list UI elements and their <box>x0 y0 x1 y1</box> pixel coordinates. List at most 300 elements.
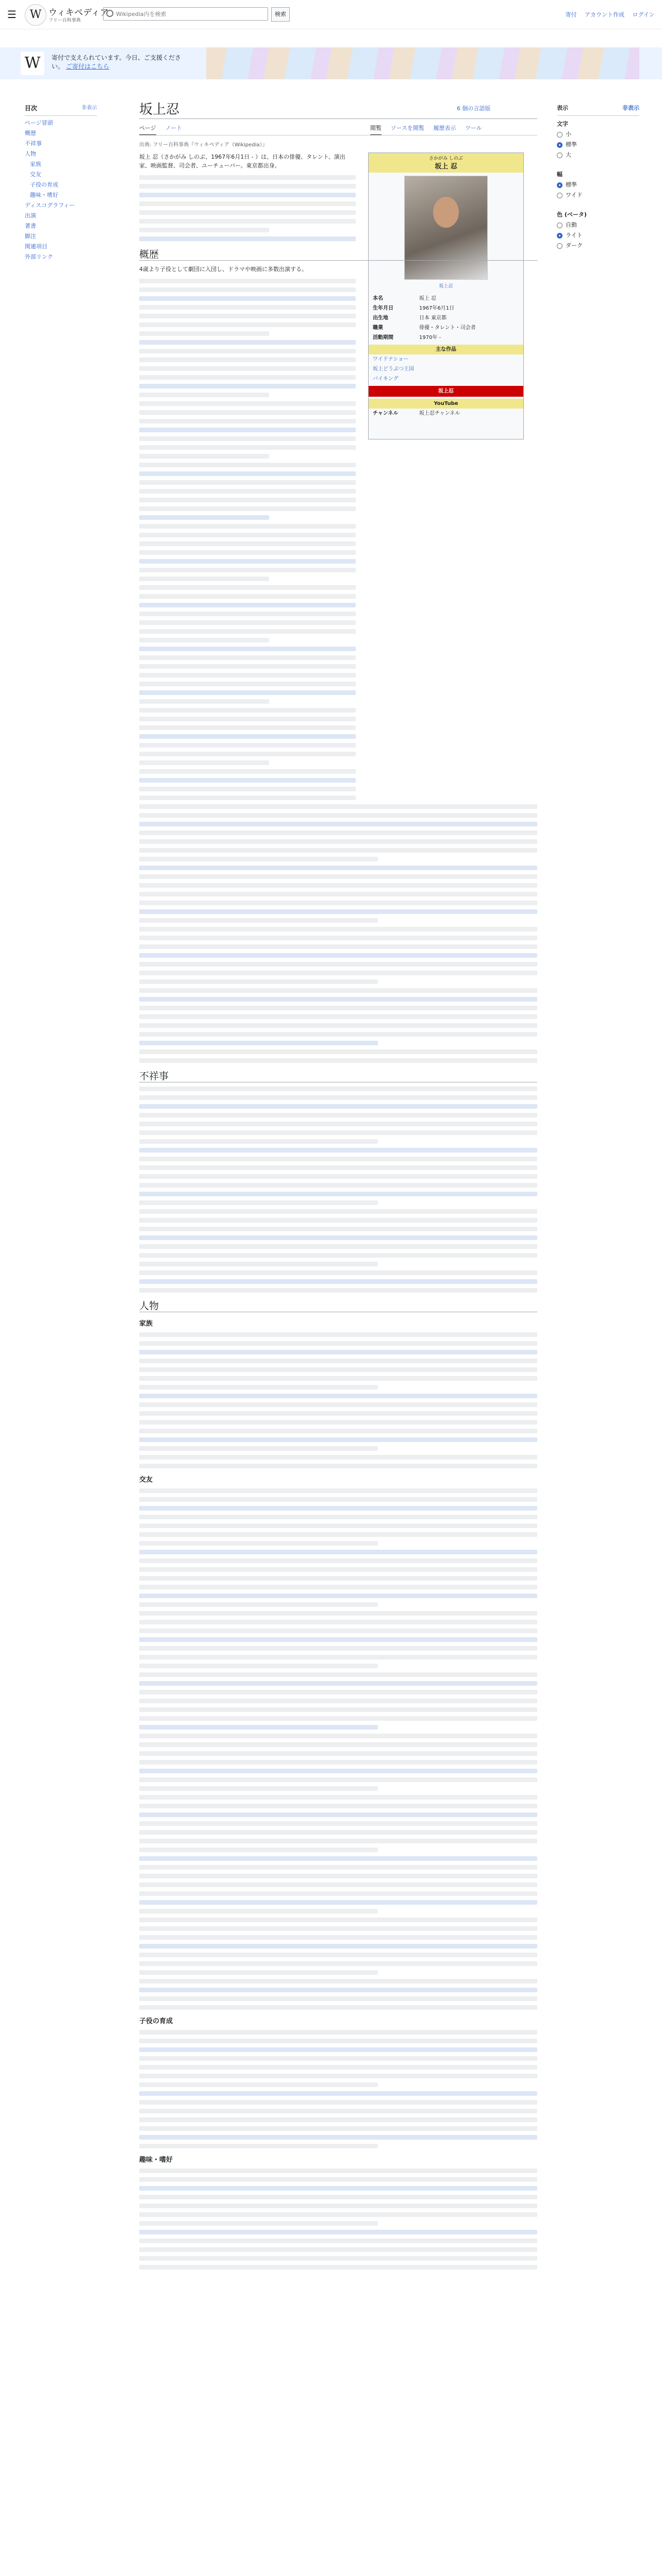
text-line <box>139 1585 537 1589</box>
toc-item[interactable]: 人物 <box>25 150 36 157</box>
text-line <box>139 857 378 861</box>
text-line <box>139 2177 537 2182</box>
text-line <box>139 1192 537 1196</box>
language-button[interactable]: 6 個の言語版 <box>457 105 491 112</box>
text-line <box>139 489 356 494</box>
text-line <box>139 2230 537 2234</box>
text-line <box>139 340 356 345</box>
text-line <box>139 384 356 388</box>
logo-subtitle: フリー百科事典 <box>48 18 81 23</box>
radio-icon <box>557 193 562 198</box>
text-line <box>139 1087 537 1091</box>
tab-page[interactable]: ページ <box>139 125 156 135</box>
text-line <box>139 1725 378 1730</box>
from-line: 出典: フリー百科事典『ウィキペディア（Wikipedia）』 <box>139 142 268 148</box>
text-line <box>139 1288 537 1293</box>
text-size-label: 文字 <box>557 121 568 127</box>
infobox-name: 坂上 忍 <box>435 163 457 171</box>
text-line <box>139 743 356 748</box>
text-line <box>139 228 269 232</box>
toc-item[interactable]: 外部リンク <box>25 253 53 260</box>
text-line <box>139 682 356 686</box>
text-line <box>139 323 356 327</box>
text-line <box>139 901 537 905</box>
page-title: 坂上忍 <box>139 102 180 117</box>
text-line <box>139 2117 537 2122</box>
text-line <box>139 1437 537 1442</box>
text-line <box>139 1769 537 1773</box>
text-line <box>139 1174 537 1179</box>
toc-item[interactable]: 脚注 <box>25 233 36 240</box>
text-line <box>139 612 356 616</box>
text-line <box>139 358 356 362</box>
text-line <box>139 1681 537 1686</box>
text-line <box>139 620 356 625</box>
text-line <box>139 804 537 809</box>
text-line <box>139 1200 378 1205</box>
table-of-contents <box>25 103 97 262</box>
text-line <box>139 1402 537 1407</box>
text-line <box>139 997 537 1002</box>
text-line <box>139 1690 537 1694</box>
infobox-ruby: さかがみ しのぶ <box>429 156 463 161</box>
text-line <box>139 1367 537 1372</box>
text-line <box>139 1611 537 1616</box>
text-line <box>139 2135 537 2140</box>
infobox-row <box>369 323 523 333</box>
text-line <box>139 918 378 923</box>
text-line <box>139 1464 537 1468</box>
subheading-friends: 交友 <box>139 1476 153 1484</box>
text-line <box>139 1227 537 1231</box>
text-size-option[interactable] <box>557 140 639 150</box>
logo-title[interactable]: ウィキペディア <box>48 8 109 18</box>
tab-tools[interactable]: ツール <box>465 125 482 131</box>
create-account-link[interactable]: アカウント作成 <box>585 11 625 18</box>
history-paragraph: 4歳より子役として劇団に入団し、ドラマや映画に多数出演する。 <box>139 266 307 273</box>
banner-text <box>52 54 186 71</box>
text-line <box>139 927 537 931</box>
appearance-panel <box>557 103 639 260</box>
infobox-key: 出生地 <box>373 315 388 321</box>
text-line <box>139 410 356 415</box>
banner-message: 寄付で支えられています。今日、ご支援ください。 <box>52 54 181 70</box>
text-line <box>139 2100 537 2105</box>
text-line <box>139 1672 537 1677</box>
infobox-row <box>369 333 523 343</box>
text-size-option[interactable] <box>557 150 639 160</box>
text-line <box>139 1777 537 1782</box>
text-line <box>139 175 356 180</box>
text-line <box>139 454 269 459</box>
text-size-option-label: 小 <box>566 131 571 138</box>
infobox-value: 1970年 - <box>419 335 441 341</box>
tab-talk[interactable]: ノート <box>165 125 182 131</box>
text-line <box>139 1883 537 1887</box>
text-line <box>139 638 269 642</box>
text-line <box>139 1515 537 1519</box>
infobox-value: 日本 東京都 <box>419 315 447 321</box>
width-label: 幅 <box>557 171 562 178</box>
toc-item[interactable]: 子役の育成 <box>30 181 58 188</box>
infobox-row <box>369 313 523 323</box>
toc-item[interactable]: 不祥事 <box>25 140 42 147</box>
text-line <box>139 296 356 301</box>
text-line <box>139 1655 537 1659</box>
text-line <box>139 647 356 651</box>
text-line <box>139 1751 537 1756</box>
infobox-youtube-label: YouTube <box>369 399 523 409</box>
toc-item[interactable]: 家族 <box>30 161 41 167</box>
text-line <box>139 1253 537 1258</box>
text-line <box>139 664 356 669</box>
text-line <box>139 1944 537 1948</box>
text-line <box>139 305 356 310</box>
text-line <box>139 1376 537 1381</box>
color-option-label: 自動 <box>566 222 577 228</box>
text-line <box>139 708 356 713</box>
banner-illustration <box>206 47 639 79</box>
text-line <box>139 1429 537 1433</box>
text-line <box>139 752 356 756</box>
infobox-header <box>369 153 523 173</box>
tab-read[interactable]: 閲覧 <box>370 125 382 135</box>
infobox-work-link[interactable]: バイキング <box>373 376 399 382</box>
text-line <box>139 568 356 572</box>
toc-item[interactable]: 交友 <box>30 171 41 178</box>
toc-item[interactable]: ページ冒頭 <box>25 120 53 126</box>
toc-item[interactable]: 概歴 <box>25 130 36 137</box>
text-line <box>139 1970 378 1975</box>
text-line <box>139 236 356 241</box>
text-line <box>139 2065 537 2070</box>
text-line <box>139 1594 537 1598</box>
text-line <box>139 1157 537 1161</box>
appearance-title-text: 表示 <box>557 105 568 111</box>
text-line <box>139 971 537 975</box>
text-line <box>139 2039 537 2043</box>
text-line <box>139 480 356 485</box>
text-line <box>139 629 356 634</box>
text-line <box>139 1148 537 1153</box>
text-line <box>139 1032 537 1037</box>
text-line <box>139 1446 378 1451</box>
text-line <box>139 533 356 537</box>
infobox-row <box>369 303 523 313</box>
text-line <box>139 2221 378 2226</box>
text-line <box>139 944 537 949</box>
text-line <box>139 866 537 870</box>
search-input[interactable]: Wikipedia内を検索 <box>103 7 268 21</box>
text-line <box>139 2144 378 2148</box>
text-line <box>139 1455 537 1460</box>
text-line <box>139 2030 537 2035</box>
text-size-option[interactable] <box>557 129 639 140</box>
text-line <box>139 1953 537 1957</box>
text-line <box>139 1637 537 1642</box>
text-line <box>139 1420 537 1425</box>
text-line <box>139 813 537 818</box>
text-line <box>139 349 356 353</box>
text-line <box>139 1165 537 1170</box>
text-line <box>139 1350 537 1354</box>
text-line <box>139 1122 537 1126</box>
text-line <box>139 1830 537 1835</box>
text-line <box>139 1411 537 1416</box>
text-line <box>139 193 356 197</box>
text-line <box>139 541 356 546</box>
search-button[interactable]: 検索 <box>271 7 290 22</box>
text-line <box>139 1523 537 1528</box>
text-line <box>139 690 356 695</box>
tab-history[interactable]: 履歴表示 <box>433 125 456 131</box>
text-line <box>139 2074 537 2078</box>
text-line <box>139 1707 537 1712</box>
text-line <box>139 1218 537 1223</box>
text-line <box>139 1988 537 1992</box>
text-line <box>139 210 356 215</box>
toc-item[interactable]: ディスコグラフィー <box>25 202 75 209</box>
text-line <box>139 559 356 564</box>
radio-icon <box>557 132 562 138</box>
text-line <box>139 2186 537 2191</box>
color-option[interactable] <box>557 230 639 241</box>
text-line <box>139 1332 537 1337</box>
infobox-value: 俳優・タレント・司会者 <box>419 325 476 331</box>
radio-icon <box>557 223 562 228</box>
text-size-option-label: 標準 <box>566 141 577 148</box>
article-content <box>139 152 356 2274</box>
text-line <box>139 1935 537 1940</box>
text-line <box>139 287 356 292</box>
banner-donate-link[interactable]: ご寄付はこちら <box>65 63 109 70</box>
radio-icon <box>557 243 562 249</box>
toc-item[interactable]: 出演 <box>25 212 36 219</box>
text-line <box>139 393 269 397</box>
text-line <box>139 1270 537 1275</box>
text-line <box>139 1909 378 1913</box>
infobox-youtube-row <box>369 409 523 418</box>
text-line <box>139 673 356 677</box>
text-line <box>139 1359 537 1363</box>
text-line <box>139 962 537 967</box>
text-line <box>139 1558 537 1563</box>
infobox-value: 坂上忍チャンネル <box>419 411 460 416</box>
text-line <box>139 2005 537 2010</box>
text-size-option-label: 大 <box>566 151 571 158</box>
width-option[interactable] <box>557 180 639 190</box>
text-line <box>139 848 537 853</box>
text-line <box>139 1095 537 1100</box>
text-line <box>139 1742 537 1747</box>
login-link[interactable]: ログイン <box>632 11 655 18</box>
section-heading-history: 概歴 <box>139 250 537 261</box>
radio-icon <box>557 182 562 188</box>
text-line <box>139 839 537 844</box>
text-line <box>139 1113 537 1117</box>
section-heading-person: 人物 <box>139 1302 537 1312</box>
text-line <box>139 524 356 529</box>
text-line <box>139 1279 537 1284</box>
infobox-key: 活動期間 <box>373 335 393 341</box>
text-line <box>139 1900 537 1905</box>
text-line <box>139 1058 537 1063</box>
text-line <box>139 1891 537 1896</box>
text-line <box>139 594 356 599</box>
text-line <box>139 331 269 336</box>
text-line <box>139 1821 537 1826</box>
text-line <box>139 1848 378 1852</box>
text-line <box>139 428 356 432</box>
text-line <box>139 760 269 765</box>
text-line <box>139 1839 537 1843</box>
text-line <box>139 1532 537 1537</box>
toc-item[interactable]: 関連項目 <box>25 243 47 250</box>
donate-link[interactable]: 寄付 <box>565 11 577 18</box>
text-line <box>139 1550 537 1554</box>
text-line <box>139 874 537 879</box>
text-line <box>139 1567 537 1572</box>
infobox-work-link[interactable]: 坂上どうぶつ王国 <box>373 366 414 372</box>
text-line <box>139 1541 378 1546</box>
text-line <box>139 2126 537 2131</box>
text-line <box>139 769 356 774</box>
radio-icon <box>557 233 562 239</box>
text-line <box>139 219 356 224</box>
text-line <box>139 2056 537 2061</box>
color-label: 色 (ベータ) <box>557 211 587 218</box>
text-line <box>139 471 356 476</box>
text-line <box>139 2047 537 2052</box>
infobox-key: 生年月日 <box>373 306 393 311</box>
view-tabs <box>370 124 489 132</box>
text-line <box>139 1996 537 2001</box>
text-line <box>139 2091 537 2096</box>
text-line <box>139 1244 537 1249</box>
text-line <box>139 892 537 896</box>
text-line <box>139 822 537 826</box>
subheading-family: 家族 <box>139 1320 153 1328</box>
text-line <box>139 1041 378 1045</box>
text-line <box>139 314 356 318</box>
text-line <box>139 201 356 206</box>
text-line <box>139 778 356 783</box>
text-line <box>139 655 356 660</box>
text-line <box>139 1856 537 1861</box>
text-line <box>139 1629 537 1633</box>
menu-icon[interactable]: ☰ <box>7 8 16 21</box>
text-line <box>139 1394 537 1398</box>
text-line <box>139 2212 537 2217</box>
text-line <box>139 831 537 835</box>
text-line <box>139 1926 537 1931</box>
text-line <box>139 603 356 607</box>
text-line <box>139 366 356 371</box>
text-line <box>139 1620 537 1624</box>
color-option[interactable] <box>557 241 639 251</box>
text-line <box>139 1664 378 1668</box>
text-line <box>139 1795 537 1800</box>
text-line <box>139 909 537 914</box>
banner-logo-icon: W <box>21 52 44 75</box>
text-line <box>139 1139 378 1144</box>
tab-view-source[interactable]: ソースを閲覧 <box>390 125 424 131</box>
color-option-label: ダーク <box>566 242 583 249</box>
text-line <box>139 1341 537 1346</box>
text-line <box>139 953 537 958</box>
text-line <box>139 1262 378 1266</box>
color-option-label: ライト <box>566 232 583 239</box>
text-line <box>139 883 537 888</box>
text-line <box>139 550 356 555</box>
text-line <box>139 1130 537 1135</box>
toc-title: 目次 <box>25 103 97 116</box>
portrait-image[interactable] <box>404 176 488 280</box>
section-heading-scandal: 不祥事 <box>139 1072 537 1082</box>
text-line <box>139 1488 537 1493</box>
text-line <box>139 1385 378 1389</box>
text-line <box>139 2239 537 2243</box>
infobox-work-link[interactable]: ワイドナショー <box>373 357 409 362</box>
donation-banner <box>0 47 662 79</box>
appearance-hide-button[interactable]: 非表示 <box>622 105 639 111</box>
text-line <box>139 184 356 189</box>
subheading-hobby: 趣味・嗜好 <box>139 2156 173 2164</box>
text-line <box>139 2109 537 2113</box>
infobox-youtube-header: 坂上忍 <box>369 386 523 397</box>
infobox-section-works: 主な作品 <box>369 345 523 354</box>
toc-item[interactable]: 著書 <box>25 223 36 229</box>
text-line <box>139 2265 537 2269</box>
text-line <box>139 979 378 984</box>
wikipedia-logo-icon[interactable]: W <box>25 4 46 26</box>
text-line <box>139 795 356 800</box>
width-option[interactable] <box>557 190 639 200</box>
text-line <box>139 1602 378 1607</box>
text-line <box>139 2082 378 2087</box>
text-line <box>139 498 356 502</box>
divider <box>139 118 537 119</box>
top-bar <box>0 0 662 29</box>
text-line <box>139 1006 537 1010</box>
color-option[interactable] <box>557 220 639 230</box>
toc-item[interactable]: 趣味・嗜好 <box>30 192 58 198</box>
infobox-caption[interactable]: 坂上忍 <box>439 284 453 289</box>
toc-hide-button[interactable]: 非表示 <box>81 105 97 111</box>
text-line <box>139 577 269 581</box>
text-line <box>139 1734 537 1738</box>
infobox-value: 坂上 忍 <box>419 296 437 301</box>
text-line <box>139 734 356 739</box>
text-line <box>139 717 356 721</box>
text-line <box>139 445 356 450</box>
infobox-key: 職業 <box>373 325 383 331</box>
text-line <box>139 585 356 590</box>
namespace-tabs <box>139 124 189 132</box>
text-line <box>139 463 356 467</box>
text-line <box>139 1209 537 1214</box>
text-line <box>139 1023 537 1028</box>
text-line <box>139 1874 537 1878</box>
text-line <box>139 436 356 441</box>
text-line <box>139 1979 537 1984</box>
infobox <box>368 152 524 439</box>
text-line <box>139 279 356 283</box>
text-line <box>139 1961 537 1966</box>
text-line <box>139 936 537 940</box>
text-line <box>139 2247 537 2252</box>
text-line <box>139 1918 537 1922</box>
